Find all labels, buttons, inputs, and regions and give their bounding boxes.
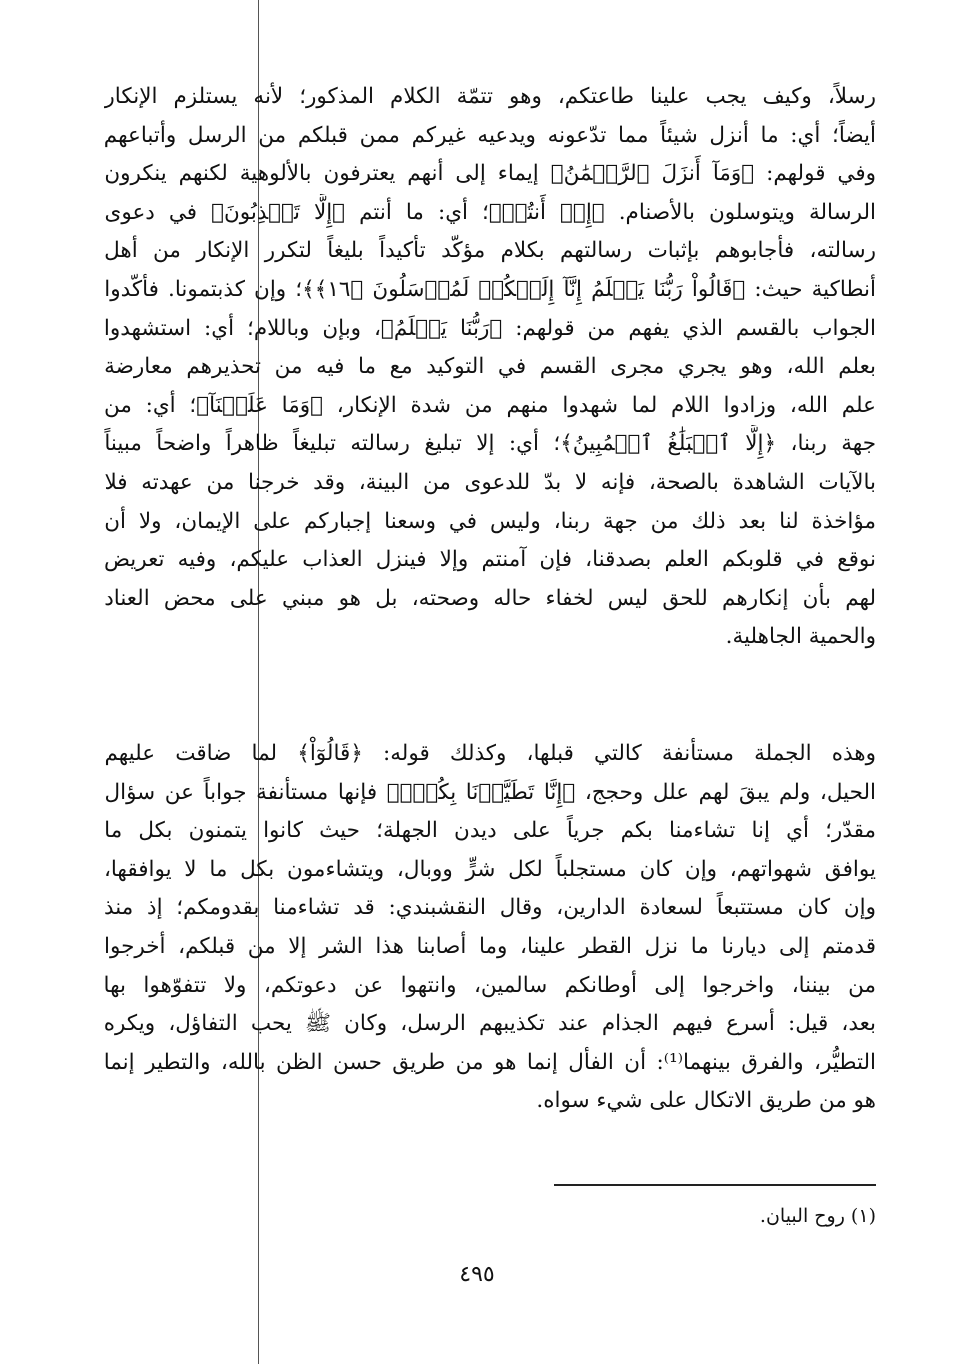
paragraph-line: الرسالة ويتوسلون بالأصنام. ﴿إِنۡ أَنتُمۡ﴾؛ أي: ما أنتم ﴿إِلَّا تَكۡذِبُونَ﴾ في دعوى (104, 199, 876, 225)
paragraph-line: أيضاً؛ أي: ما أنزل شيئاً مما تدّعونه ويدعيه غيركم ممن قبلكم من الرسل وأتباعهم (104, 122, 876, 148)
paragraph-line: وفي قولهم: ﴿وَمَآ أَنزَلَ ٱلرَّحۡمَٰنُ﴾ إيماء إلى أنهم يعترفون بالألوهية لكنهم ينكرون (104, 161, 876, 187)
paragraph-line: الحيل، ولم يبقَ لهم علل وحجج، ﴿إِنَّا تَطَيَّرۡنَا بِكُمۡۖ﴾ فإنها مستأنفة جواباً عن سؤال (104, 779, 876, 805)
paragraph-line: من بيننا، واخرجوا إلى أوطانكم سالمين، وانتهوا عن دعوتكم، ولا تتفوّهوا بها (104, 972, 876, 998)
paragraph-line: هو من طريق الاتكال على شيء سواه. (536, 1088, 876, 1114)
paragraph-line: والحمية الجاهلية. (725, 624, 876, 650)
paragraph-line: وإن كان مستتبعاً لسعادة الدارين، وقال النقشبندي: قد تشاءمنا بقدومكم؛ إذ منذ (104, 895, 876, 921)
paragraph-line: وهذه الجملة مستأنفة كالتي قبلها، وكذلك قوله: ﴿قَالُوٓاْ﴾ لما ضاقت عليهم (104, 741, 876, 766)
paragraph-line: التطيُّر، والفرق بينهما⁽¹⁾: أن الفأل إنما هو من طريق حسن الظن بالله، والتطير إنما (104, 1049, 876, 1075)
paragraph-line: بعد، قيل: أسرع فيهم الجذام عند تكذيبهم الرسل، وكان ﷺ يحب التفاؤل، ويكره (104, 1011, 876, 1037)
paragraph-line: الجواب بالقسم الذي يفهم من قولهم: ﴿رَبُّنَا يَعۡلَمُ﴾، وبإن وباللام؛ أي: استشهدوا (104, 315, 876, 341)
paragraph-line: لهم بأن إنكارهم للحق ليس لخفاء حاله وصحته، بل هو مبني على محض العناد (104, 585, 876, 611)
paragraph-line: جهة ربنا، ﴿إِلَّا ٱلۡبَلَٰغُ ٱلۡمُبِينُ﴾؛ أي: إلا تبليغ رسالته تبليغاً ظاهراً واضحاً مبيناً (104, 431, 876, 457)
paragraph-line: مؤاخذة لنا بعد ذلك من جهة ربنا، وليس في وسعنا إجباركم على الإيمان، ولا أن (104, 508, 876, 534)
paragraph-line: نوقع في قلوبكم العلم بصدقنا، فإن آمنتم وإلا فينزل العذاب عليكم، وفيه تعريض (104, 547, 876, 573)
paragraph-line: رسالته، فأجابوهم بإثبات رسالتهم بكلام مؤكّد تأكيداً بليغاً لتكرر الإنكار من أهل (104, 238, 876, 264)
paragraph-line: بالآيات الشاهدة بالصحة، فإنه لا بدّ للدعوى من البينة، وقد خرجنا من عهدته فلا (104, 469, 876, 495)
paragraph-2 (104, 735, 876, 1121)
paragraph-line: رسلاً، وكيف يجب علينا طاعتكم، وهو تتمّة الكلام المذكور؛ لأنه يستلزم الإنكار (104, 84, 876, 109)
footnote-separator (554, 1184, 876, 1186)
paragraph-line: قدمتم إلى ديارنا ما نزل القطر علينا، وما أصابنا هذا الشر إلا من قبلكم، أخرجوا (104, 933, 876, 959)
page-number: ٤٩٥ (459, 1262, 495, 1287)
footnote: (١) روح البيان. (759, 1205, 876, 1227)
paragraph-1 (104, 78, 876, 657)
paragraph-line: يوافق شهواتهم، وإن كان مستجلباً لكل شرٍّ ووبال، ويتشاءمون بكل ما لا يوافقها، (104, 856, 876, 882)
paragraph-line: بعلم الله، وهو يجري مجرى القسم في التوكيد مع ما فيه من تحذيرهم معارضة (104, 354, 876, 380)
paragraph-line: أنطاكية حيث: ﴿قَالُواْ رَبُّنَا يَعۡلَمُ إِنَّآ إِلَيۡكُمۡ لَمُرۡسَلُونَ ﴿١٦﴾﴾؛ وإن كذبتمونا. فأكّدوا (104, 276, 876, 302)
paragraph-line: علم الله، وزادوا اللام لما شهدوا منهم من شدة الإنكار، ﴿وَمَا عَلَيۡنَآ﴾؛ أي: من (104, 392, 876, 418)
paragraph-line: مقدّر؛ أي إنا تشاءمنا بكم جرياً على ديدن الجهلة؛ حيث كانوا يتمنون بكل ما (104, 818, 876, 844)
